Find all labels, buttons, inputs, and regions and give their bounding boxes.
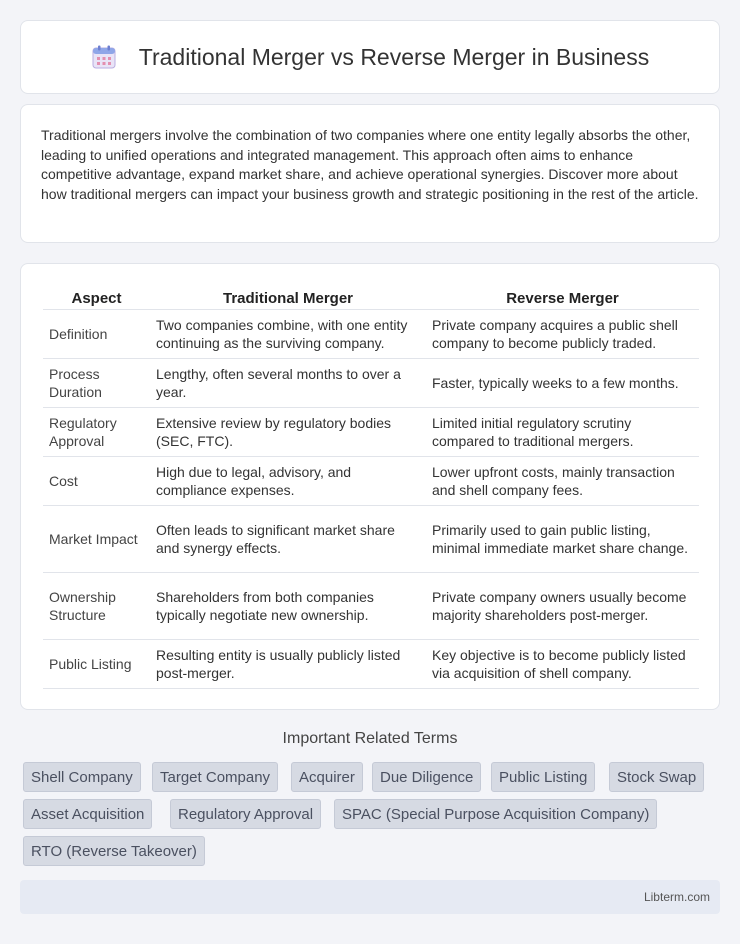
traditional-cell: High due to legal, advisory, and compliance expenses. (150, 457, 426, 506)
tag-rto[interactable]: RTO (Reverse Takeover) (23, 836, 205, 866)
aspect-cell: Cost (43, 457, 150, 506)
aspect-cell: Process Duration (43, 359, 150, 408)
header-aspect: Aspect (43, 286, 150, 310)
table-row (43, 640, 699, 689)
tag-regulatory-approval[interactable]: Regulatory Approval (170, 799, 321, 829)
footer-brand[interactable]: Libterm.com (643, 890, 710, 904)
intro-text: Traditional mergers involve the combination of two companies where one entity legally absorbs the other, leading to unified operations and integrated management. This approach often aims to enhance competitive advantage, expand market share, and achieve operational synergies. Discover more about how traditional mergers can impact your business growth and strategic positioning in the rest of the article. (41, 127, 699, 202)
reverse-cell: Private company acquires a public shell company to become publicly traded. (426, 310, 699, 359)
aspect-cell: Regulatory Approval (43, 408, 150, 457)
table-row (43, 573, 699, 640)
related-terms-title: Important Related Terms (282, 730, 458, 747)
tag-shell-company[interactable]: Shell Company (23, 762, 141, 792)
tag-due-diligence[interactable]: Due Diligence (372, 762, 481, 792)
comparison-card (20, 263, 720, 710)
intro-card (20, 104, 720, 243)
aspect-cell: Market Impact (43, 506, 150, 573)
reverse-cell: Primarily used to gain public listing, minimal immediate market share change. (426, 506, 699, 573)
traditional-cell: Often leads to significant market share and synergy effects. (150, 506, 426, 573)
tag-acquirer[interactable]: Acquirer (291, 762, 363, 792)
tag-public-listing[interactable]: Public Listing (491, 762, 595, 792)
title-card (20, 20, 720, 94)
reverse-cell: Limited initial regulatory scrutiny compared to traditional mergers. (426, 408, 699, 457)
traditional-cell: Shareholders from both companies typically negotiate new ownership. (150, 573, 426, 640)
header-reverse: Reverse Merger (426, 286, 699, 310)
table-row (43, 310, 699, 359)
calendar-icon (91, 44, 117, 70)
header-traditional: Traditional Merger (150, 286, 426, 310)
traditional-cell: Two companies combine, with one entity continuing as the surviving company. (150, 310, 426, 359)
footer (20, 880, 720, 914)
comparison-table (43, 286, 699, 689)
table-row (43, 359, 699, 408)
tag-target-company[interactable]: Target Company (152, 762, 278, 792)
reverse-cell: Faster, typically weeks to a few months. (426, 359, 699, 408)
aspect-cell: Definition (43, 310, 150, 359)
aspect-cell: Ownership Structure (43, 573, 150, 640)
aspect-cell: Public Listing (43, 640, 150, 689)
tag-asset-acquisition[interactable]: Asset Acquisition (23, 799, 152, 829)
tag-spac[interactable]: SPAC (Special Purpose Acquisition Company) (334, 799, 657, 829)
reverse-cell: Key objective is to become publicly listed via acquisition of shell company. (426, 640, 699, 689)
page-title: Traditional Merger vs Reverse Merger in Business (138, 43, 650, 70)
table-row (43, 506, 699, 573)
reverse-cell: Lower upfront costs, mainly transaction and shell company fees. (426, 457, 699, 506)
traditional-cell: Resulting entity is usually publicly listed post-merger. (150, 640, 426, 689)
tag-stock-swap[interactable]: Stock Swap (609, 762, 704, 792)
traditional-cell: Extensive review by regulatory bodies (SEC, FTC). (150, 408, 426, 457)
traditional-cell: Lengthy, often several months to over a year. (150, 359, 426, 408)
table-row (43, 457, 699, 506)
reverse-cell: Private company owners usually become majority shareholders post-merger. (426, 573, 699, 640)
table-row (43, 408, 699, 457)
